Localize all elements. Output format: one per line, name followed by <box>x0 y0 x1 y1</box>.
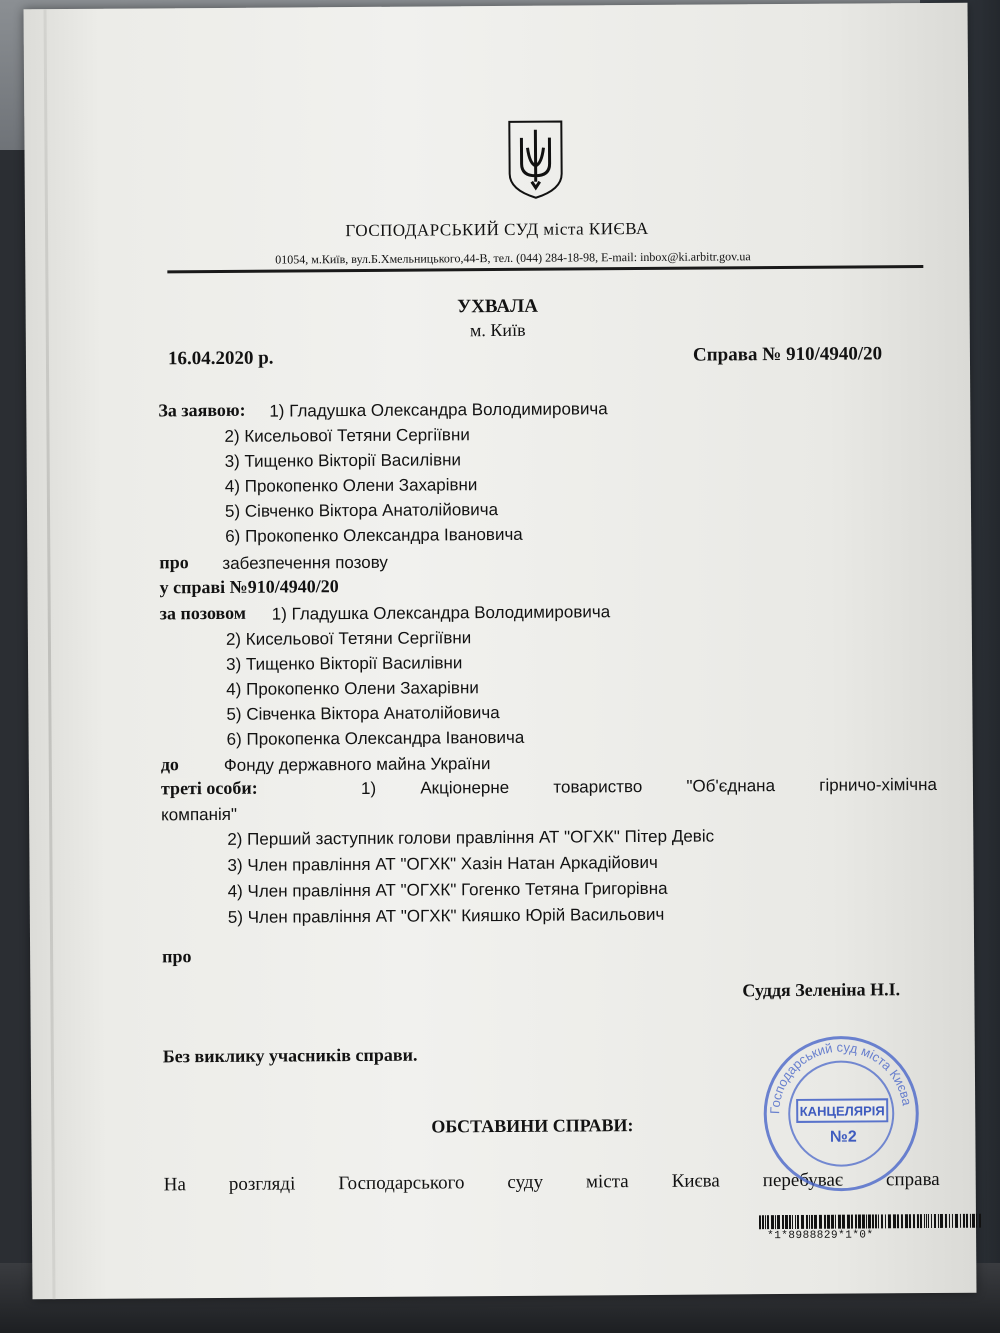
claimant-item: 5) Сівченка Віктора Анатолійовича <box>226 703 500 724</box>
trident-icon <box>505 118 566 202</box>
barcode-bar <box>814 1215 817 1229</box>
about-label: про <box>159 552 189 573</box>
barcode-bar <box>938 1214 939 1228</box>
barcode-bar <box>862 1214 865 1228</box>
barcode-bar <box>920 1214 922 1228</box>
barcode-bar <box>831 1215 834 1229</box>
barcode-bar <box>881 1214 883 1228</box>
barcode-bar <box>878 1214 879 1228</box>
barcode-bar <box>888 1214 891 1228</box>
in-case-line: у справі №910/4940/20 <box>159 576 339 598</box>
barcode-bar <box>785 1215 788 1229</box>
barcode-bar <box>855 1215 857 1229</box>
barcode-bar <box>909 1214 911 1228</box>
document-type: УХВАЛА <box>457 295 539 318</box>
barcode-bar <box>979 1214 981 1228</box>
barcode-bar <box>976 1214 977 1228</box>
document-page <box>24 3 977 1300</box>
page-fold <box>44 9 56 1299</box>
body-paragraph: На розгляді Господарського суду міста Києва перебуває справа <box>163 1168 940 1196</box>
barcode-bar <box>806 1215 808 1229</box>
applicants-label: За заявою: <box>158 399 246 421</box>
barcode-bar <box>913 1214 915 1228</box>
about-label-2: про <box>162 946 192 967</box>
circumstances-heading: ОБСТАВИНИ СПРАВИ: <box>431 1115 634 1137</box>
barcode-bar <box>949 1214 950 1228</box>
barcode-bar <box>972 1214 975 1228</box>
barcode-bar <box>924 1214 925 1228</box>
barcode-bar <box>838 1215 841 1229</box>
barcode-bar <box>970 1214 971 1228</box>
barcode-bar <box>851 1215 853 1229</box>
barcode-bar <box>835 1215 836 1229</box>
barcode-bar <box>842 1215 845 1229</box>
barcode-bar <box>917 1214 919 1228</box>
barcode-bar <box>777 1215 780 1229</box>
claimant-item: 1) Гладушка Олександра Володимировича <box>271 602 611 624</box>
barcode-bar <box>847 1215 850 1229</box>
claimant-item: 3) Тищенко Вікторії Василівни <box>226 653 463 674</box>
case-number: Справа № 910/4940/20 <box>692 343 883 366</box>
stamp-ring-text: Господарський суд міста Києва <box>767 1039 915 1115</box>
claimant-item: 4) Прокопенко Олени Захарівни <box>226 678 479 699</box>
barcode-bar <box>824 1215 826 1229</box>
about-text: забезпечення позову <box>222 552 388 573</box>
barcode-bar <box>868 1214 871 1228</box>
applicant-item: 3) Тищенко Вікторії Василівни <box>224 450 462 471</box>
barcode-bar <box>872 1214 874 1228</box>
barcode-bar <box>966 1214 968 1228</box>
barcode-bar <box>827 1215 830 1229</box>
third-party-item: 2) Перший заступник голови правління АТ "ОГХК" Пітер Девіс <box>227 826 715 849</box>
third-party-item-continued: компанія" <box>161 804 238 825</box>
barcode-bar <box>885 1214 886 1228</box>
stamp-center-text: КАНЦЕЛЯРІЯ <box>799 1103 885 1119</box>
court-stamp <box>761 1033 922 1194</box>
court-name: ГОСПОДАРСЬКИЙ СУД міста КИЄВА <box>345 218 649 241</box>
barcode-bar <box>789 1215 791 1229</box>
document-date: 16.04.2020 р. <box>167 347 274 370</box>
document-city: м. Київ <box>469 319 526 341</box>
barcode-text: *1*8988829*1*0* <box>767 1229 874 1243</box>
barcode-bar <box>782 1215 784 1229</box>
third-party-item: 4) Член правління АТ "ОГХК" Гогенко Тетяна Григорівна <box>227 878 668 901</box>
barcode-bar <box>945 1214 947 1228</box>
barcode-bar <box>901 1214 903 1228</box>
applicant-item: 5) Сівченко Віктора Анатолійовича <box>224 500 499 521</box>
barcode-bar <box>893 1214 896 1228</box>
barcode-bar <box>952 1214 953 1228</box>
applicant-item: 6) Прокопенко Олександра Івановича <box>225 524 523 546</box>
third-party-item: 3) Член правління АТ "ОГХК" Хазін Натан Аркадійович <box>227 852 658 875</box>
barcode-bar <box>940 1214 943 1228</box>
claimant-item: 6) Прокопенка Олександра Івановича <box>226 727 525 749</box>
barcode-bar <box>792 1215 793 1229</box>
barcode-bar <box>955 1214 958 1228</box>
barcode-bar <box>767 1215 769 1229</box>
barcode-bar <box>905 1214 908 1228</box>
barcode-bar <box>926 1214 927 1228</box>
defendant-name: Фонду державного майна України <box>223 754 491 775</box>
barcode-bar <box>795 1215 796 1229</box>
barcode-bar <box>875 1214 877 1228</box>
defendant-label: до <box>160 754 179 775</box>
barcode-bar <box>797 1215 799 1229</box>
barcode-bar <box>809 1215 810 1229</box>
barcode-bar <box>866 1214 867 1228</box>
barcode-bar <box>762 1215 764 1229</box>
barcode-bar <box>801 1215 804 1229</box>
third-party-item: 1) Акціонерне товариство "Об'єднана гірничо-хімічна <box>360 774 938 798</box>
barcode-bar <box>928 1214 929 1228</box>
applicant-item: 1) Гладушка Олександра Володимировича <box>269 399 608 421</box>
applicant-item: 2) Кисельової Тетяни Сергіївни <box>224 425 470 446</box>
third-party-item: 5) Член правління АТ "ОГХК" Кияшко Юрій Васильович <box>227 904 665 927</box>
no-call-notice: Без виклику учасників справи. <box>162 1044 418 1067</box>
applicant-item: 4) Прокопенко Олени Захарівни <box>224 475 478 496</box>
barcode-bar <box>811 1215 813 1229</box>
judge-name: Суддя Зеленіна Н.І. <box>742 979 901 1001</box>
barcode-bar <box>858 1214 861 1228</box>
barcode-bar <box>931 1214 932 1228</box>
barcode-bar <box>759 1215 761 1229</box>
third-parties-label: треті особи: <box>161 778 264 800</box>
claim-label: за позовом <box>159 602 247 624</box>
court-address: 01054, м.Київ, вул.Б.Хмельницького,44-В, тел. (044) 284-18-98, E-mail: inbox@ki.arbitr.gov.ua <box>275 249 751 267</box>
stamp-number: №2 <box>829 1128 857 1146</box>
barcode-bar <box>960 1214 961 1228</box>
barcode-bar <box>963 1214 965 1228</box>
barcode-bar <box>771 1215 774 1229</box>
barcode-bar <box>819 1215 822 1229</box>
barcode-bar <box>897 1214 899 1228</box>
barcode-bar <box>934 1214 936 1228</box>
barcode-bar <box>775 1215 776 1229</box>
claimant-item: 2) Кисельової Тетяни Сергіївни <box>225 628 472 649</box>
barcode-bar <box>765 1215 766 1229</box>
